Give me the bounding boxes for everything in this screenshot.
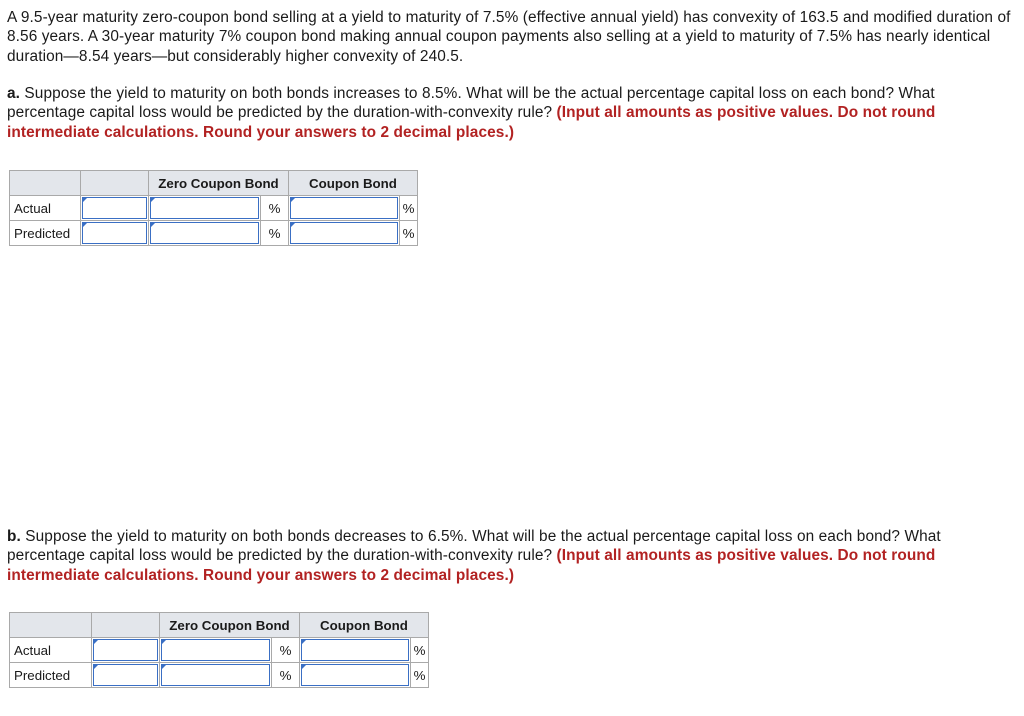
table-header-row	[10, 171, 418, 196]
row-label-actual: Actual	[10, 196, 81, 221]
percent-sign: %	[261, 196, 289, 221]
input-marker-icon	[93, 664, 99, 670]
part-b-label: b.	[7, 528, 21, 545]
table-row	[10, 221, 418, 246]
input-marker-icon	[150, 222, 156, 228]
b-predicted-coupon-input[interactable]	[301, 664, 409, 686]
input-marker-icon	[82, 197, 88, 203]
b-actual-extra-input[interactable]	[93, 639, 158, 661]
part-a-label: a.	[7, 85, 21, 102]
zero-coupon-col-header: Zero Coupon Bond	[160, 613, 300, 638]
input-marker-icon	[301, 664, 307, 670]
input-marker-icon	[93, 639, 99, 645]
part-b-instruction: (Input all amounts as positive values. Do not round intermediate calculations. Round your answers to 2 decimal places.)	[7, 547, 936, 584]
a-actual-zero-input[interactable]	[150, 197, 259, 219]
part-a-answer-table	[9, 170, 418, 246]
intro-text: A 9.5-year maturity zero-coupon bond selling at a yield to maturity of 7.5% (effective annual yield) has convexity of 163.5 and modified duration of 8.56 years. A 30-year maturity 7% coupon bond making annual coupon payments also selling at a yield to maturity of 7.5% has nearly identical duration—8.54 years—but considerably higher convexity of 240.5.	[7, 9, 1011, 65]
table-row	[10, 196, 418, 221]
row-label-predicted: Predicted	[10, 663, 92, 688]
input-marker-icon	[161, 664, 167, 670]
b-actual-coupon-input[interactable]	[301, 639, 409, 661]
input-marker-icon	[290, 197, 296, 203]
row-label-actual: Actual	[10, 638, 92, 663]
table-header-row	[10, 613, 429, 638]
part-b-question-text: Suppose the yield to maturity on both bonds decreases to 6.5%. What will be the actual percentage capital loss on each bond? What percentage capital loss would be predicted by the duration-with-convexity rule?	[7, 528, 941, 565]
percent-sign: %	[261, 221, 289, 246]
b-actual-zero-input[interactable]	[161, 639, 270, 661]
a-predicted-zero-input[interactable]	[150, 222, 259, 244]
part-b-question	[7, 527, 1015, 585]
part-a-question-text: Suppose the yield to maturity on both bonds increases to 8.5%. What will be the actual percentage capital loss on each bond? What percentage capital loss would be predicted by the duration-with-convexity rule?	[7, 85, 935, 122]
table-row	[10, 663, 429, 688]
percent-sign: %	[411, 638, 429, 663]
input-marker-icon	[161, 639, 167, 645]
input-marker-icon	[82, 222, 88, 228]
percent-sign: %	[272, 663, 300, 688]
percent-sign: %	[272, 638, 300, 663]
part-a-question	[7, 84, 1015, 142]
b-predicted-zero-input[interactable]	[161, 664, 270, 686]
percent-sign: %	[400, 221, 418, 246]
input-marker-icon	[301, 639, 307, 645]
input-marker-icon	[290, 222, 296, 228]
part-b-answer-table	[9, 612, 429, 688]
coupon-col-header: Coupon Bond	[300, 613, 429, 638]
row-label-predicted: Predicted	[10, 221, 81, 246]
a-actual-coupon-input[interactable]	[290, 197, 398, 219]
zero-coupon-col-header: Zero Coupon Bond	[149, 171, 289, 196]
part-a-instruction: (Input all amounts as positive values. Do not round intermediate calculations. Round your answers to 2 decimal places.)	[7, 104, 936, 141]
a-actual-extra-input[interactable]	[82, 197, 147, 219]
table-row	[10, 638, 429, 663]
problem-intro	[7, 8, 1015, 66]
input-marker-icon	[150, 197, 156, 203]
b-predicted-extra-input[interactable]	[93, 664, 158, 686]
coupon-col-header: Coupon Bond	[289, 171, 418, 196]
a-predicted-extra-input[interactable]	[82, 222, 147, 244]
percent-sign: %	[400, 196, 418, 221]
percent-sign: %	[411, 663, 429, 688]
a-predicted-coupon-input[interactable]	[290, 222, 398, 244]
